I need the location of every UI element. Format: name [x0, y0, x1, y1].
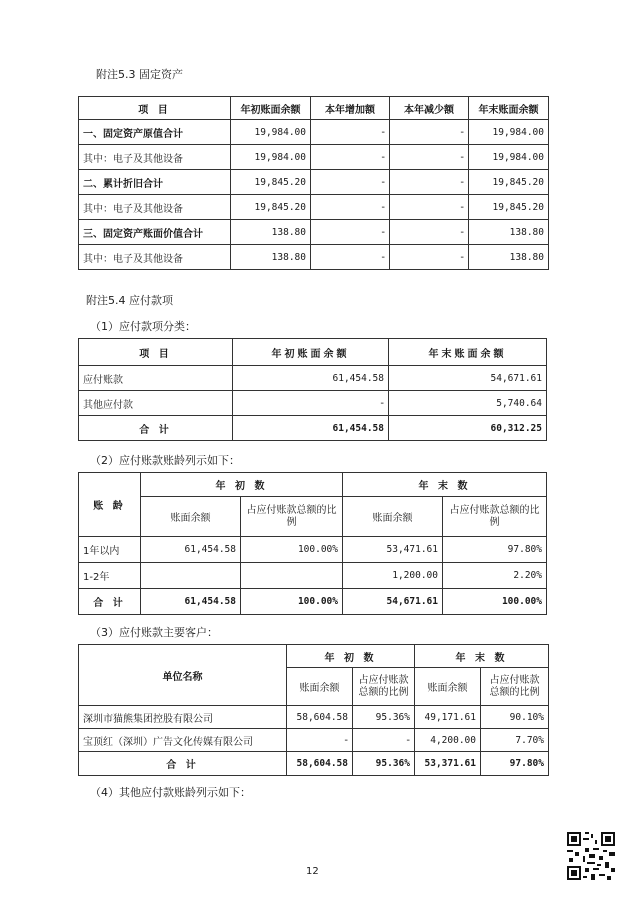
cell-end-ratio: 100.00% — [443, 589, 547, 615]
cell-add: - — [311, 170, 390, 195]
cell-begin-amount: 58,604.58 — [287, 752, 353, 776]
cell-add: - — [311, 195, 390, 220]
sub2-heading: （2）应付账款账龄列示如下： — [90, 454, 240, 467]
cell-begin-ratio: 95.36% — [353, 706, 415, 729]
cell-sub: - — [390, 220, 469, 245]
total-label: 合 计 — [79, 416, 233, 441]
table-header-row — [79, 497, 547, 537]
cell-end: 138.80 — [469, 220, 549, 245]
col-header-end: 年末账面余额 — [469, 97, 549, 120]
col-header-sub: 本年减少额 — [390, 97, 469, 120]
col-header-add: 本年增加额 — [311, 97, 390, 120]
col-header-begin: 年初账面余额 — [231, 97, 311, 120]
row-label: 应付账款 — [79, 366, 233, 391]
col-header-ratio: 占应付账款总额的比例 — [443, 497, 547, 537]
col-header-ratio: 占应付账款总额的比例 — [481, 668, 549, 706]
row-label: 其他应付款 — [79, 391, 233, 416]
cell-sub: - — [390, 170, 469, 195]
col-header-amount: 账面余额 — [415, 668, 481, 706]
table-row — [79, 537, 547, 563]
cell-begin: 138.80 — [231, 245, 311, 270]
table-header-row — [79, 645, 549, 668]
total-label: 合 计 — [79, 752, 287, 776]
table-row — [79, 706, 549, 729]
cell-begin: 61,454.58 — [233, 366, 389, 391]
cell-begin-ratio: 100.00% — [241, 537, 343, 563]
table-header-row — [79, 339, 547, 366]
col-header-amount: 账面余额 — [141, 497, 241, 537]
row-label: 宝顶红（深圳）广告文化传媒有限公司 — [79, 729, 287, 752]
row-label: 其中：电子及其他设备 — [79, 245, 231, 270]
cell-begin-amount: 58,604.58 — [287, 706, 353, 729]
page-number: 12 — [306, 866, 319, 877]
cell-sub: - — [390, 245, 469, 270]
table-row — [79, 120, 549, 145]
cell-end-amount: 49,171.61 — [415, 706, 481, 729]
qr-code-icon — [565, 830, 617, 882]
cell-end: 19,845.20 — [469, 195, 549, 220]
cell-add: - — [311, 245, 390, 270]
cell-end: 19,845.20 — [469, 170, 549, 195]
cell-end-amount: 54,671.61 — [343, 589, 443, 615]
cell-begin: 19,845.20 — [231, 195, 311, 220]
col-header-end: 年末账面余额 — [389, 339, 547, 366]
col-header-amount: 账面余额 — [287, 668, 353, 706]
sub4-heading: （4）其他应付款账龄列示如下： — [90, 786, 251, 799]
table-row — [79, 220, 549, 245]
row-label: 一、固定资产原值合计 — [79, 120, 231, 145]
sub1-heading: （1）应付款项分类： — [90, 320, 196, 333]
table-row — [79, 366, 547, 391]
cell-begin: - — [233, 391, 389, 416]
table-row — [79, 391, 547, 416]
cell-begin-ratio: - — [353, 729, 415, 752]
col-group-begin: 年 初 数 — [287, 645, 415, 668]
cell-sub: - — [390, 145, 469, 170]
table-row — [79, 729, 549, 752]
cell-sub: - — [390, 120, 469, 145]
section-5-3-heading: 附注5.3 固定资产 — [96, 68, 183, 81]
cell-end: 60,312.25 — [389, 416, 547, 441]
col-header-begin: 年初账面余额 — [233, 339, 389, 366]
row-label: 三、固定资产账面价值合计 — [79, 220, 231, 245]
col-header-company: 单位名称 — [79, 645, 287, 706]
cell-begin: 19,845.20 — [231, 170, 311, 195]
cell-end-ratio: 97.80% — [481, 752, 549, 776]
col-header-age: 账 龄 — [79, 473, 141, 537]
table-row — [79, 245, 549, 270]
row-label: 二、累计折旧合计 — [79, 170, 231, 195]
cell-end-ratio: 2.20% — [443, 563, 547, 589]
cell-begin-ratio — [241, 563, 343, 589]
cell-end: 5,740.64 — [389, 391, 547, 416]
cell-begin-ratio: 95.36% — [353, 752, 415, 776]
cell-begin: 19,984.00 — [231, 145, 311, 170]
table-total-row — [79, 416, 547, 441]
cell-add: - — [311, 120, 390, 145]
cell-end-ratio: 7.70% — [481, 729, 549, 752]
total-label: 合 计 — [79, 589, 141, 615]
cell-add: - — [311, 220, 390, 245]
table-header-row — [79, 473, 547, 497]
cell-end-ratio: 97.80% — [443, 537, 547, 563]
table-header-row — [79, 97, 549, 120]
cell-begin-amount: 61,454.58 — [141, 589, 241, 615]
row-label: 其中：电子及其他设备 — [79, 195, 231, 220]
sub3-heading: （3）应付账款主要客户： — [90, 626, 218, 639]
table-row — [79, 145, 549, 170]
row-label: 1-2年 — [79, 563, 141, 589]
col-header-item: 项 目 — [79, 339, 233, 366]
cell-begin: 19,984.00 — [231, 120, 311, 145]
cell-end-amount: 4,200.00 — [415, 729, 481, 752]
cell-begin: 138.80 — [231, 220, 311, 245]
cell-begin-amount: - — [287, 729, 353, 752]
col-header-ratio: 占应付账款总额的比例 — [241, 497, 343, 537]
cell-begin-ratio: 100.00% — [241, 589, 343, 615]
cell-end: 138.80 — [469, 245, 549, 270]
cell-begin: 61,454.58 — [233, 416, 389, 441]
col-group-begin: 年 初 数 — [141, 473, 343, 497]
row-label: 深圳市猫熊集团控股有限公司 — [79, 706, 287, 729]
payables-classification-table — [78, 338, 547, 441]
cell-begin-amount — [141, 563, 241, 589]
cell-end: 19,984.00 — [469, 120, 549, 145]
col-group-end: 年 末 数 — [343, 473, 547, 497]
row-label: 1年以内 — [79, 537, 141, 563]
table-total-row — [79, 589, 547, 615]
table-row — [79, 563, 547, 589]
col-group-end: 年 末 数 — [415, 645, 549, 668]
cell-end: 19,984.00 — [469, 145, 549, 170]
cell-add: - — [311, 145, 390, 170]
cell-end-amount: 1,200.00 — [343, 563, 443, 589]
cell-end-ratio: 90.10% — [481, 706, 549, 729]
section-5-4-heading: 附注5.4 应付款项 — [86, 294, 173, 307]
fixed-assets-table — [78, 96, 549, 270]
col-header-amount: 账面余额 — [343, 497, 443, 537]
table-row — [79, 170, 549, 195]
cell-end-amount: 53,471.61 — [343, 537, 443, 563]
payables-aging-table — [78, 472, 547, 615]
table-total-row — [79, 752, 549, 776]
main-creditors-table — [78, 644, 549, 776]
table-row — [79, 195, 549, 220]
col-header-item: 项 目 — [79, 97, 231, 120]
row-label: 其中：电子及其他设备 — [79, 145, 231, 170]
cell-sub: - — [390, 195, 469, 220]
cell-begin-amount: 61,454.58 — [141, 537, 241, 563]
col-header-ratio: 占应付账款总额的比例 — [353, 668, 415, 706]
cell-end: 54,671.61 — [389, 366, 547, 391]
cell-end-amount: 53,371.61 — [415, 752, 481, 776]
